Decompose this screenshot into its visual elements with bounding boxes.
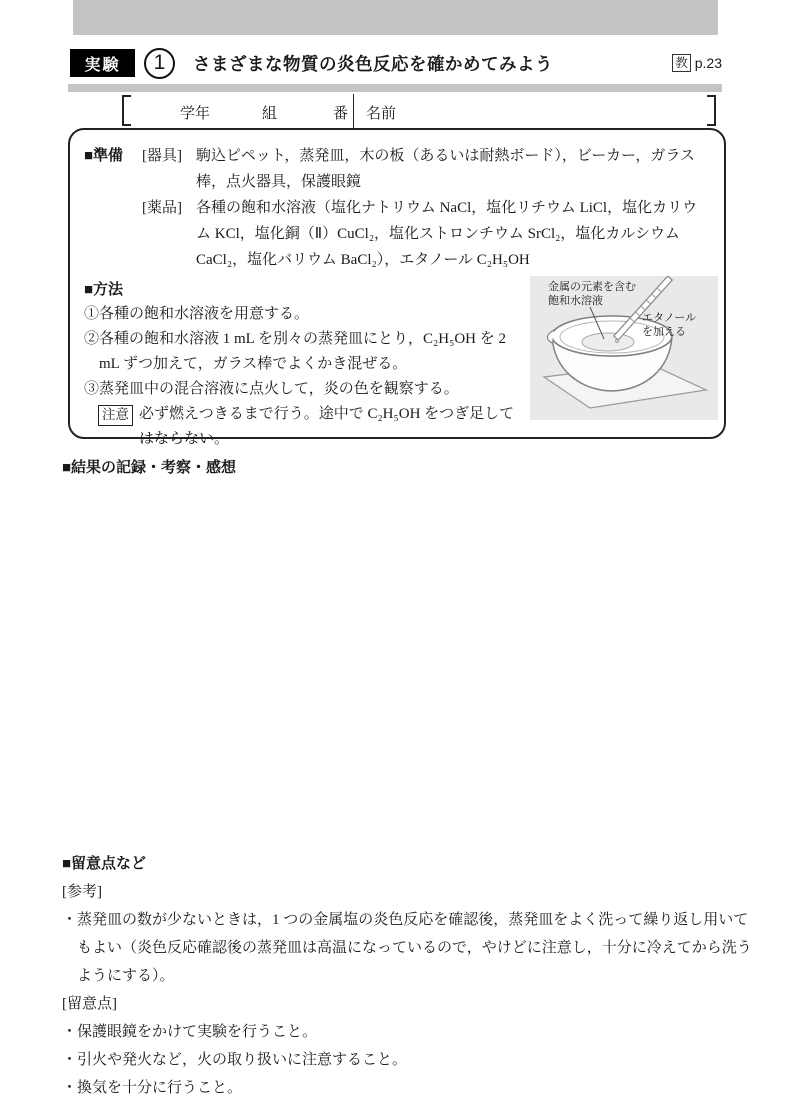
textbook-reference bbox=[672, 54, 722, 72]
reference-text: ・蒸発皿の数が少ないときは，1 つの金属塩の炎色反応を確認後，蒸発皿をよく洗って繰り返し用いてもよい（炎色反応確認後の蒸発皿は高温になっているので，やけどに注意し，十分に冷えてから洗うようにする）。 bbox=[62, 912, 752, 984]
class-label: 組 bbox=[262, 105, 278, 122]
chemicals-text: 各種の飽和水溶液（塩化ナトリウム NaCl，塩化リチウム LiCl，塩化カリウム KCl，塩化銅（Ⅱ）CuCl₂，塩化ストロンチウム SrCl₂，塩化カルシウム CaCl₂，塩化バリウム BaCl₂），エタノール C₂H₅OH bbox=[196, 200, 698, 268]
ethanol-label-line2: を加える bbox=[642, 326, 686, 338]
results-heading: ■結果の記録・考察・感想 bbox=[62, 459, 237, 476]
grade-label: 学年 bbox=[180, 105, 211, 122]
textbook-mark: 教 bbox=[672, 54, 691, 72]
notes-heading: ■留意点など bbox=[62, 855, 147, 872]
preparation-heading: ■準備 bbox=[84, 147, 124, 164]
header-divider-band bbox=[68, 84, 722, 92]
solution-label-line1: 金属の元素を含む bbox=[548, 281, 636, 293]
preparation-method-box bbox=[68, 128, 726, 447]
ethanol-drop bbox=[615, 339, 618, 342]
name-label: 名前 bbox=[366, 105, 397, 122]
caution-text: 必ず燃えつきるまで行う。途中で C₂H₅OH をつぎ足してはならない。 bbox=[139, 406, 515, 447]
solution-liquid bbox=[582, 333, 634, 351]
bracket-close bbox=[707, 95, 716, 126]
method-step-1: ①各種の飽和水溶液を用意する。 bbox=[84, 306, 310, 322]
method-step-3: ③蒸発皿中の混合溶液に点火して，炎の色を観察する。 bbox=[84, 381, 459, 397]
solution-label-line2: 飽和水溶液 bbox=[548, 295, 603, 307]
note-point-3: ・換気を十分に行うこと。 bbox=[62, 1080, 243, 1096]
student-number-label: 番 bbox=[333, 105, 349, 122]
textbook-page: p.23 bbox=[694, 55, 722, 71]
experiment-badge: 実験 bbox=[70, 49, 135, 77]
top-gray-band bbox=[73, 0, 718, 35]
name-entry-row bbox=[0, 94, 790, 128]
evaporating-dish-figure bbox=[530, 276, 718, 420]
note-point-2: ・引火や発火など，火の取り扱いに注意すること。 bbox=[62, 1052, 408, 1068]
reference-label: [参考] bbox=[62, 884, 102, 900]
equipment-text: 駒込ピペット，蒸発皿，木の板（あるいは耐熱ボード），ビーカー，ガラス棒，点火器具，保護眼鏡 bbox=[196, 148, 695, 190]
points-label: [留意点] bbox=[62, 996, 117, 1012]
note-point-1: ・保護眼鏡をかけて実験を行うこと。 bbox=[62, 1024, 318, 1040]
method-heading: ■方法 bbox=[84, 281, 124, 298]
equipment-label: [器具] bbox=[142, 148, 182, 164]
page-title: さまざまな物質の炎色反応を確かめてみよう bbox=[193, 53, 553, 74]
chemicals-label: [薬品] bbox=[142, 200, 182, 216]
ethanol-label-line1: エタノール bbox=[642, 312, 697, 324]
preparation-row-chemicals bbox=[84, 195, 710, 273]
method-section bbox=[84, 278, 524, 452]
experiment-number-circle: 1 bbox=[144, 48, 175, 79]
method-step-2: ②各種の飽和水溶液 1 mL を別々の蒸発皿にとり，C₂H₅OH を 2 mL ずつ加えて，ガラス棒でよくかき混ぜる。 bbox=[84, 331, 506, 372]
preparation-row-equipment bbox=[84, 143, 710, 195]
preparation-heading-spacer bbox=[84, 195, 142, 273]
bracket-open bbox=[122, 95, 131, 126]
caution-badge: 注意 bbox=[98, 405, 133, 426]
evaporating-dish-illustration bbox=[530, 276, 718, 420]
notes-section bbox=[62, 850, 760, 1102]
name-row-divider bbox=[353, 94, 354, 128]
header bbox=[70, 47, 722, 79]
caution-row bbox=[98, 402, 524, 452]
